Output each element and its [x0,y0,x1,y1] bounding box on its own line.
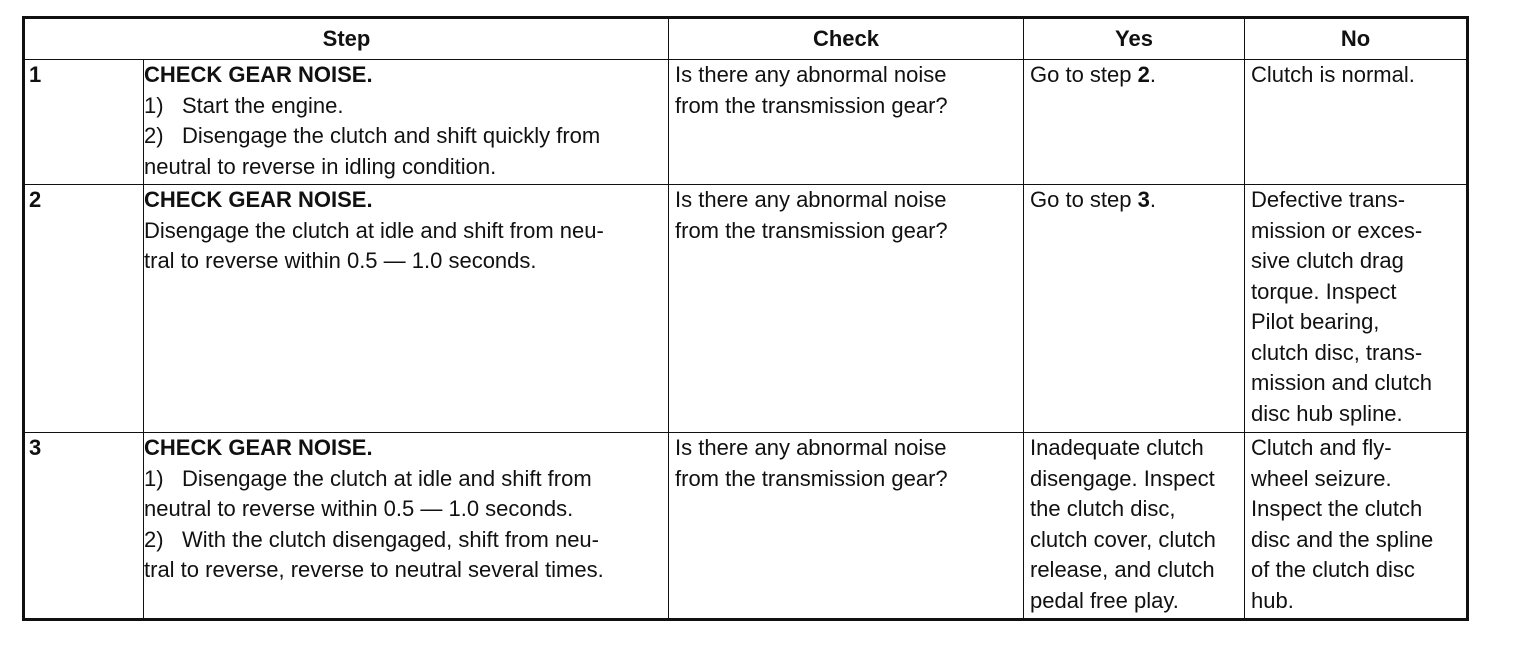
header-no: No [1245,18,1468,60]
yes-suffix: . [1149,187,1156,212]
no-line: clutch disc, trans- [1251,339,1423,365]
yes-line: pedal free play. [1030,587,1179,613]
no-line: disc and the spline [1251,526,1434,552]
no-line: Pilot bearing, [1251,309,1380,334]
table-row [24,60,1468,185]
no-line: mission or exces- [1251,217,1423,243]
no-line: sive clutch drag [1251,248,1404,273]
yes-step-ref: 2 [1137,62,1150,87]
header-check: Check [669,18,1024,60]
check-line: from the transmission gear? [675,92,948,118]
yes-cell [1024,433,1245,620]
no-cell [1245,60,1468,185]
no-line: disc hub spline. [1251,400,1403,426]
step-line [144,91,664,122]
yes-text: Go to step [1030,187,1138,212]
check-cell [669,60,1024,185]
no-line: Clutch and fly- [1251,435,1392,460]
header-step: Step [24,18,669,60]
step-description [144,185,669,433]
check-cell [669,185,1024,433]
step-line-text: Start the engine. [182,92,344,118]
check-line: from the transmission gear? [675,465,948,491]
step-line-prefix: 2) [144,526,164,552]
step-line-text: tral to reverse, reverse to neutral several times. [144,557,604,582]
step-line-prefix: 1) [144,92,164,118]
step-description [144,433,669,620]
step-description [144,60,669,185]
check-line: from the transmission gear? [675,217,948,243]
yes-line: clutch cover, clutch [1030,526,1216,552]
step-title: CHECK GEAR NOISE. [144,435,373,460]
step-line [144,525,664,556]
yes-suffix: . [1149,62,1156,87]
check-line: Is there any abnormal noise [675,187,947,212]
step-line [144,464,664,495]
step-line-prefix: 1) [144,465,164,491]
step-line [144,152,664,183]
step-line-text: Disengage the clutch at idle and shift from [182,465,592,491]
yes-cell [1024,185,1245,433]
step-line-text: neutral to reverse within 0.5 — 1.0 seconds. [144,496,574,521]
no-line: wheel seizure. [1251,465,1392,491]
yes-line: release, and clutch [1030,557,1215,582]
header-yes: Yes [1024,18,1245,60]
step-line: Disengage the clutch at idle and shift from neu- [144,217,604,243]
no-line: of the clutch disc [1251,557,1415,582]
no-cell [1245,185,1468,433]
step-title: CHECK GEAR NOISE. [144,187,373,212]
no-line: Clutch is normal. [1251,62,1415,87]
step-line: tral to reverse within 0.5 — 1.0 seconds. [144,248,537,273]
table-header-row [24,18,1468,60]
step-line [144,555,664,586]
step-line [144,121,664,152]
step-line-prefix: 2) [144,123,164,148]
no-line: mission and clutch [1251,370,1432,395]
check-line: Is there any abnormal noise [675,62,947,87]
yes-line: the clutch disc, [1030,496,1176,521]
step-line-text: neutral to reverse in idling condition. [144,153,497,179]
step-line-text: With the clutch disengaged, shift from neu- [182,526,599,552]
yes-line: disengage. Inspect [1030,465,1215,491]
diagnostic-table [22,16,1469,621]
no-line: Defective trans- [1251,187,1406,212]
step-number: 1 [24,60,144,185]
yes-line: Inadequate clutch [1030,435,1204,460]
yes-text: Go to step [1030,62,1138,87]
check-cell [669,433,1024,620]
step-number: 2 [24,185,144,433]
check-line: Is there any abnormal noise [675,435,947,460]
no-line: Inspect the clutch [1251,496,1423,521]
step-line-text: Disengage the clutch and shift quickly from [182,123,601,148]
table-row [24,185,1468,433]
table-row [24,433,1468,620]
step-line [144,494,664,525]
yes-cell [1024,60,1245,185]
step-title: CHECK GEAR NOISE. [144,62,373,87]
yes-step-ref: 3 [1137,187,1150,212]
no-line: torque. Inspect [1251,278,1397,304]
no-line: hub. [1251,587,1294,613]
step-number: 3 [24,433,144,620]
no-cell [1245,433,1468,620]
